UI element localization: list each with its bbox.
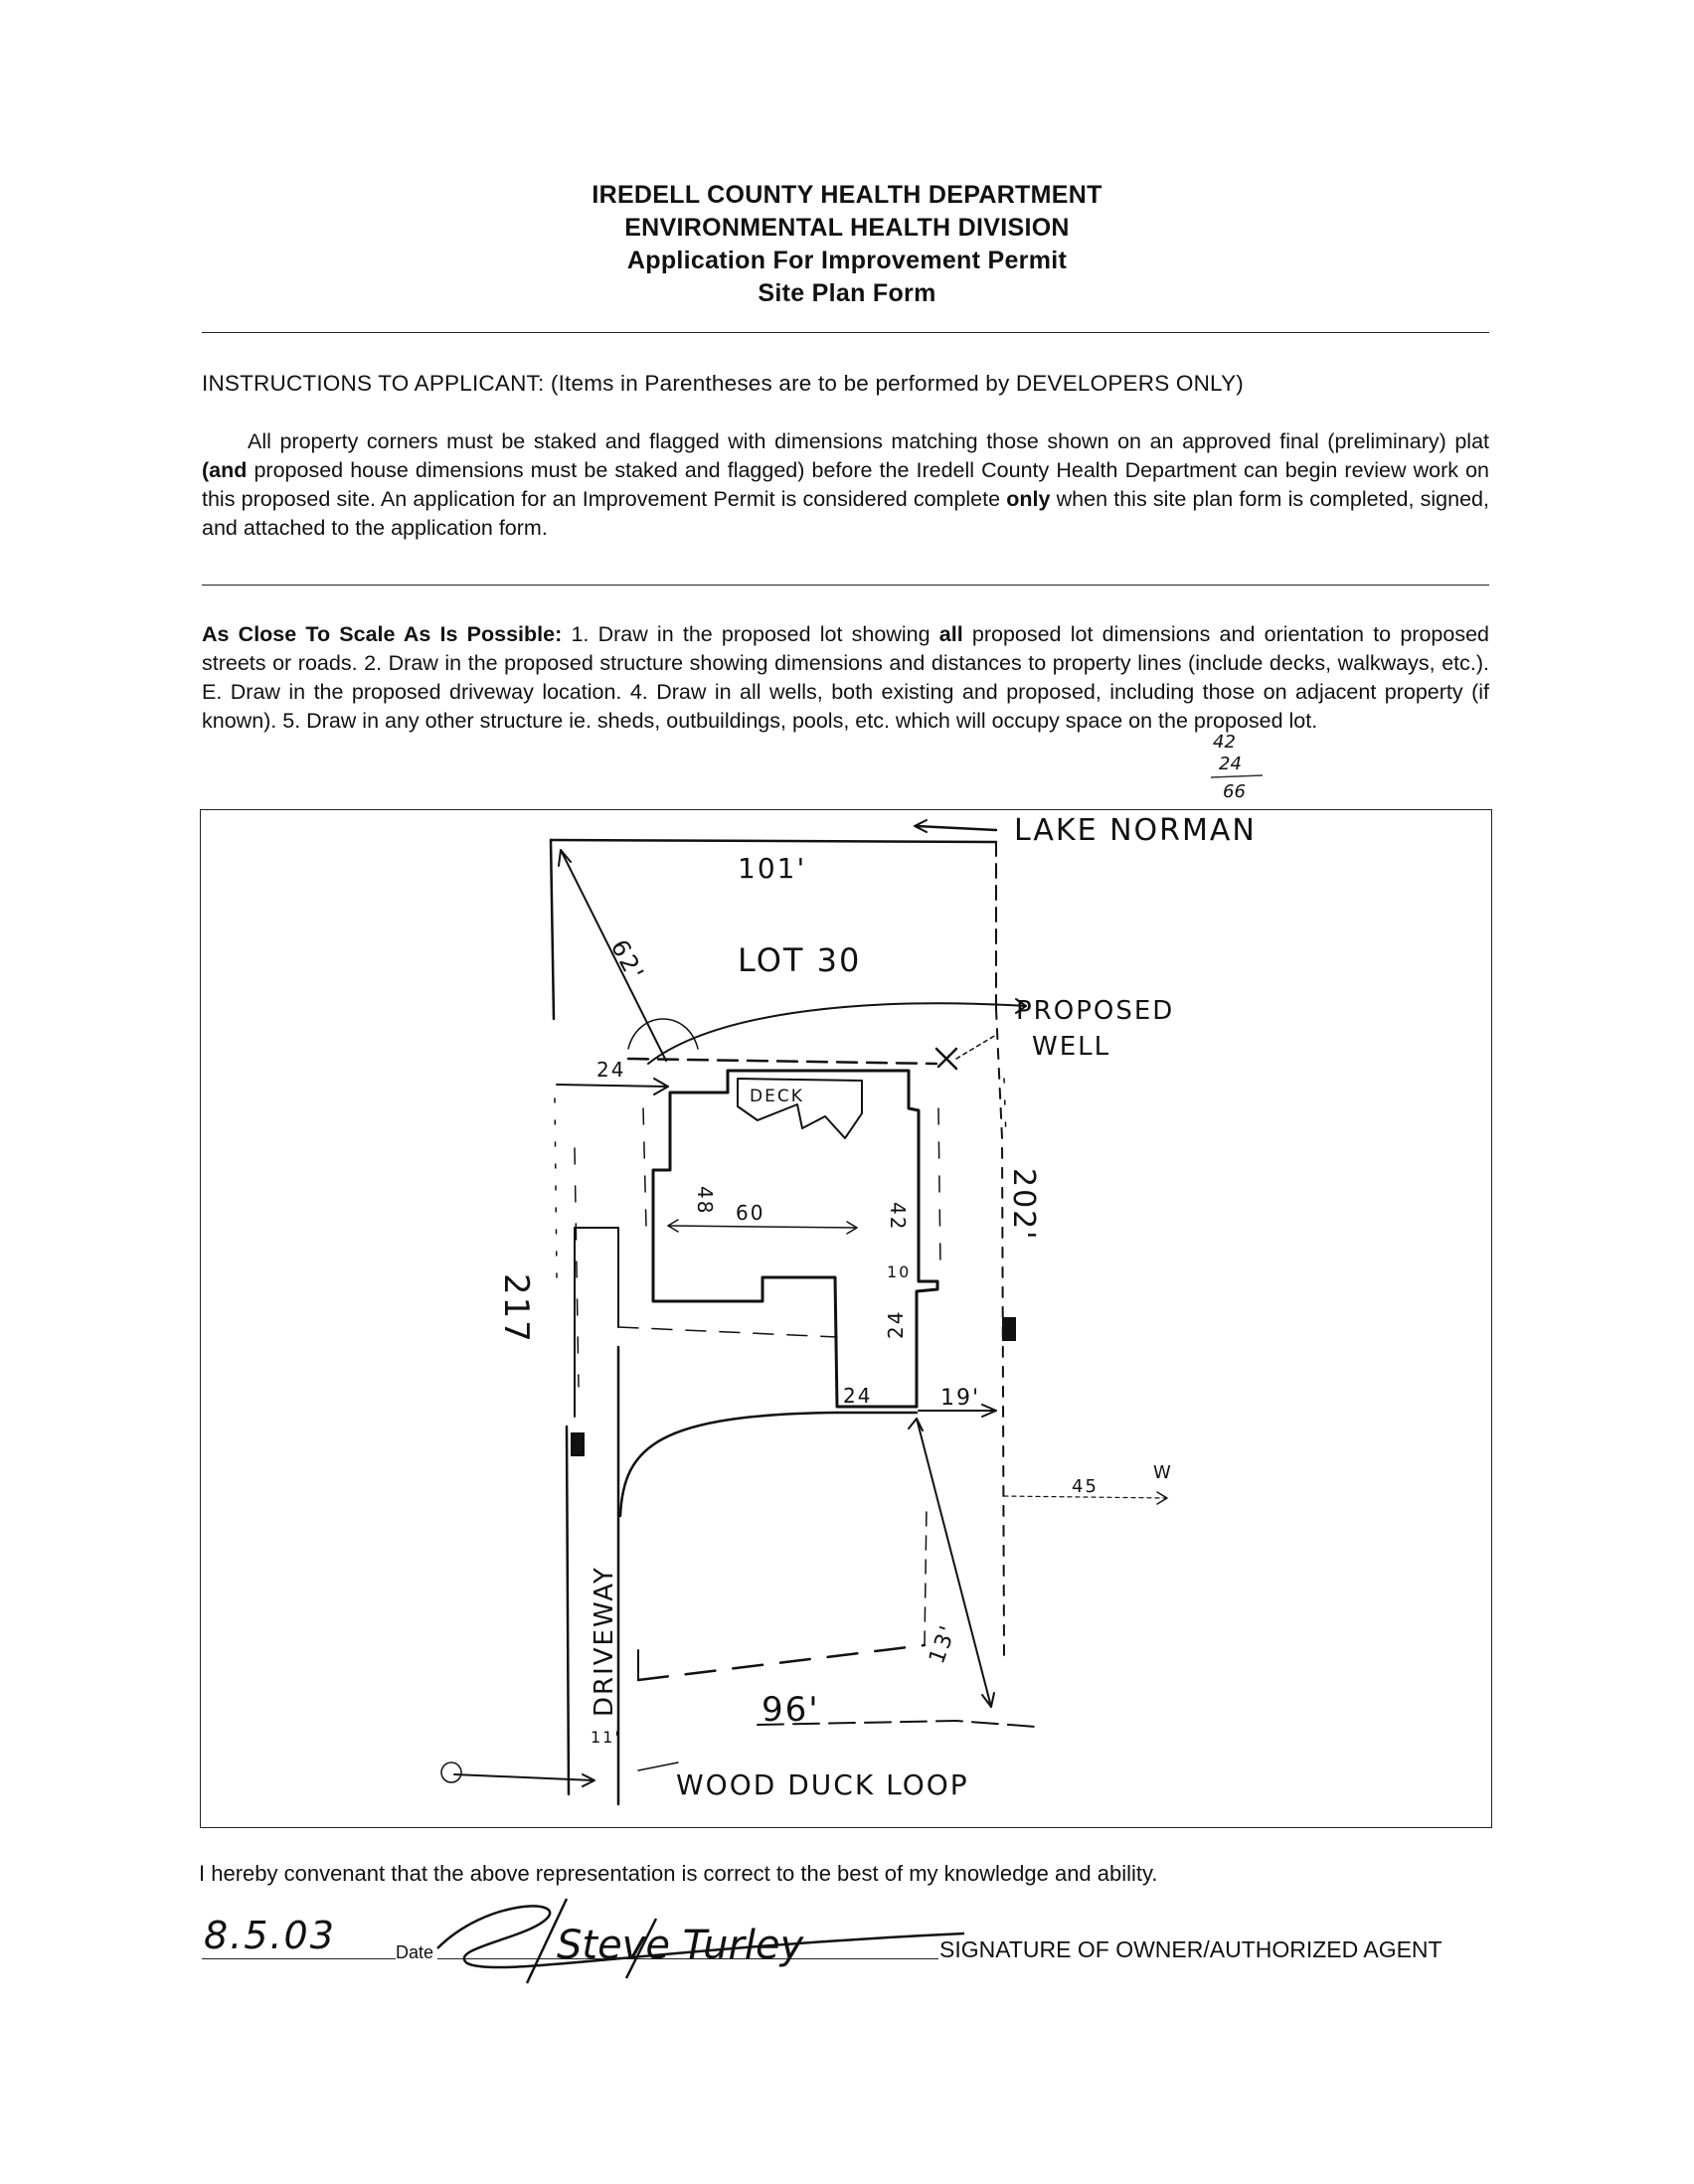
- well-label: WELL: [1032, 1032, 1111, 1062]
- divider-top: [202, 332, 1489, 333]
- offset-dimension: 10: [887, 1262, 912, 1281]
- wing-depth-dimension: 24: [884, 1309, 908, 1339]
- lake-label: LAKE NORMAN: [1014, 813, 1257, 848]
- form-header: [0, 179, 1694, 310]
- well-distance-dimension: 45: [1072, 1476, 1099, 1497]
- signature: [408, 1879, 964, 1988]
- margin-note-3: 66: [1223, 781, 1246, 802]
- diagonal-13-dimension: 13': [925, 1620, 962, 1668]
- driveway-width-dimension: 11': [591, 1728, 621, 1747]
- deck-label: DECK: [750, 1087, 804, 1106]
- rear-setback-dimension: 19': [940, 1386, 981, 1411]
- diagonal-dimension: 62': [604, 934, 650, 986]
- header-department: IREDELL COUNTY HEALTH DEPARTMENT: [592, 181, 1102, 209]
- top-dimension: 101': [738, 852, 807, 885]
- margin-note-2: 24: [1219, 754, 1242, 774]
- lot-label: LOT 30: [738, 941, 862, 979]
- setback-left-dimension: 24: [596, 1058, 626, 1082]
- header-application: Application For Improvement Permit: [626, 247, 1068, 274]
- driveway-label: DRIVEWAY: [590, 1566, 619, 1717]
- header-form-name: Site Plan Form: [758, 279, 936, 307]
- divider-middle: [202, 585, 1489, 586]
- right-side-dimension: 202': [1006, 1168, 1041, 1242]
- header-division: ENVIRONMENTAL HEALTH DIVISION: [624, 214, 1070, 242]
- signature-label: SIGNATURE OF OWNER/AUTHORIZED AGENT: [939, 1936, 1442, 1962]
- left-side-dimension: 217: [496, 1273, 536, 1344]
- signature-text: Steve Turley: [557, 1923, 804, 1968]
- wing-width-dimension: 24: [843, 1384, 873, 1408]
- date-line: [202, 1958, 396, 1959]
- proposed-well-label: PROPOSED: [1016, 996, 1175, 1026]
- house-depth-dimension: 48: [693, 1186, 717, 1216]
- margin-note-1: 42: [1213, 732, 1236, 753]
- bottom-dimension: 96': [762, 1690, 820, 1730]
- site-plan-box: [200, 809, 1492, 1828]
- left-boundary-mark: [571, 1432, 585, 1456]
- house-side-dimension: 42: [886, 1202, 910, 1232]
- site-plan-drawing: [201, 810, 1493, 1829]
- road-label: WOOD DUCK LOOP: [676, 1768, 969, 1801]
- house-width-dimension: 60: [736, 1201, 765, 1225]
- covenant-statement: I hereby convenant that the above representation is correct to the best of my knowledge and ability.: [199, 1861, 1158, 1886]
- instructions-title: INSTRUCTIONS TO APPLICANT: (Items in Parentheses are to be performed by DEVELOPERS ONLY): [202, 371, 1244, 396]
- handwritten-date: 8.5.03: [204, 1914, 336, 1957]
- instructions-paragraph: All property corners must be staked and flagged with dimensions matching those shown on an approved final (preliminary) plat (and proposed house dimensions must be staked and flagged) before the Iredell County Health Department can begin review work on this proposed site. An application for an Improvement Permit is considered complete only when this site plan form is completed, signed, and attached to the application form.: [202, 429, 1489, 540]
- right-boundary-mark: [1002, 1317, 1016, 1341]
- date-label: Date: [396, 1942, 434, 1962]
- scale-instructions-paragraph: As Close To Scale As Is Possible: 1. Draw in the proposed lot showing all proposed lot dimensions and orientation to proposed streets or roads. 2. Draw in the proposed structure showing dimensions and distances to property lines (include decks, walkways, etc.). E. Draw in the proposed driveway location. 4. Draw in all wells, both existing and proposed, including those on adjacent property (if known). 5. Draw in any other structure ie. sheds, outbuildings, pools, etc. which will occupy space on the proposed lot.: [202, 622, 1489, 733]
- margin-arithmetic: [1183, 726, 1302, 805]
- neighbor-well-label: W: [1153, 1462, 1173, 1483]
